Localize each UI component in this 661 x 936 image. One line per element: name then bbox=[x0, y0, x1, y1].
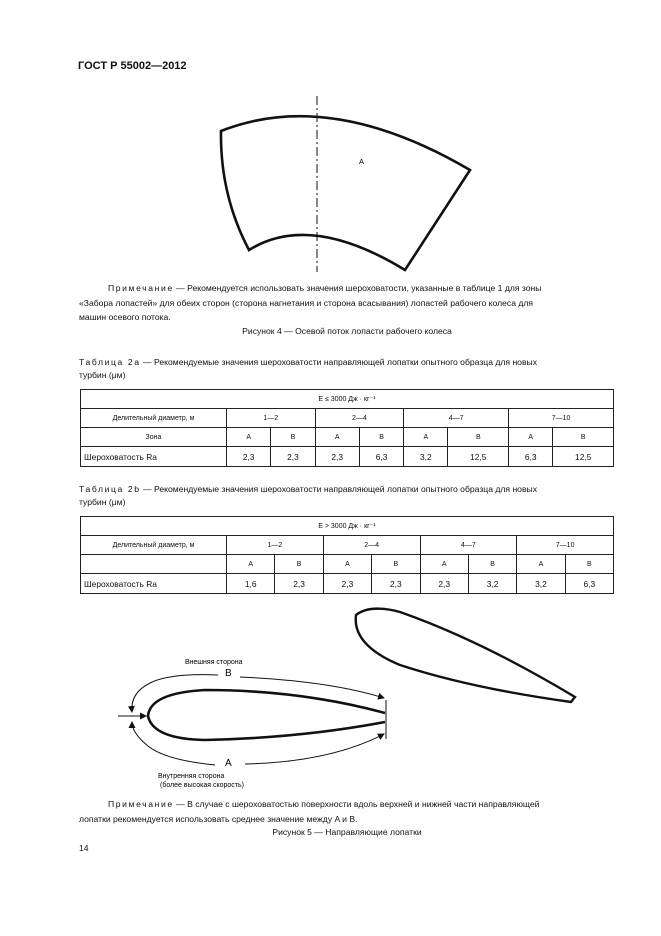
b-label: B bbox=[225, 668, 232, 679]
outer-side-label: Внешняя сторона bbox=[185, 659, 243, 666]
page-number: 14 bbox=[79, 843, 89, 853]
upper-vane bbox=[356, 609, 575, 702]
lower-flow-arrow bbox=[132, 722, 215, 765]
table-2a: E ≤ 3000 Дж · кг⁻¹ Делительный диаметр, м 1—2 2—4 4—7 7—10 Зона A B A B A B A B Шероховатость Ra 2,3 2,3 2,3 6,3 3,2 12,5 6,3 12,5 bbox=[80, 389, 614, 467]
a-label: A bbox=[225, 758, 232, 769]
table-2a-title: Таблица 2a — Рекомендуемые значения шероховатости направляющей лопатки опытного образца для новых турбин (μм) bbox=[79, 357, 538, 380]
b-flow-arrow bbox=[240, 677, 384, 698]
figure-5-caption: Рисунок 5 — Направляющие лопатки bbox=[272, 827, 422, 837]
note-1: Примечание — Рекомендуется использовать значения шероховатости, указанные в таблице 1 для зоны «Забора лопастей» для обеих сторон (сторона нагнетания и сторона всасывания) лопастей рабочего колеса для машин осевого потока. bbox=[79, 283, 542, 322]
table-2a-condition: E ≤ 3000 Дж · кг⁻¹ bbox=[81, 390, 614, 409]
lower-vane bbox=[148, 690, 385, 740]
note-2: Примечание — В случае с шероховатостью поверхности вдоль верхней и нижней части направляющей лопатки рекомендуется использовать среднее значение между A и B. bbox=[79, 799, 540, 824]
table-row: Шероховатость Ra 1,6 2,3 2,3 2,3 2,3 3,2 3,2 6,3 bbox=[81, 574, 614, 594]
note-1-label: Примечание bbox=[108, 283, 174, 293]
figure-4-blade bbox=[0, 0, 661, 280]
figure-5-guide-vanes bbox=[0, 600, 661, 800]
zone-a-label: A bbox=[359, 157, 365, 166]
table-2b: E > 3000 Дж · кг⁻¹ Делительный диаметр, м 1—2 2—4 4—7 7—10 A B A B A B A B Шероховатость Ra 1,6 2,3 2,3 2,3 2,3 3,2 3,2 6,3 bbox=[80, 516, 614, 594]
document-header: ГОСТ Р 55002—2012 bbox=[78, 60, 187, 72]
inner-side-label: Внутренняя сторона bbox=[158, 773, 225, 780]
note-2-label: Примечание bbox=[108, 799, 174, 809]
table-2b-title: Таблица 2b — Рекомендуемые значения шероховатости направляющей лопатки опытного образца для новых турбин (μм) bbox=[79, 484, 538, 507]
inner-side-note: (более высокая скорость) bbox=[160, 782, 244, 789]
blade-outline bbox=[221, 116, 470, 270]
figure-4-caption: Рисунок 4 — Осевой поток лопасти рабочего колеса bbox=[242, 326, 452, 336]
table-2b-condition: E > 3000 Дж · кг⁻¹ bbox=[81, 517, 614, 536]
table-row: Шероховатость Ra 2,3 2,3 2,3 6,3 3,2 12,5 6,3 12,5 bbox=[81, 447, 614, 467]
